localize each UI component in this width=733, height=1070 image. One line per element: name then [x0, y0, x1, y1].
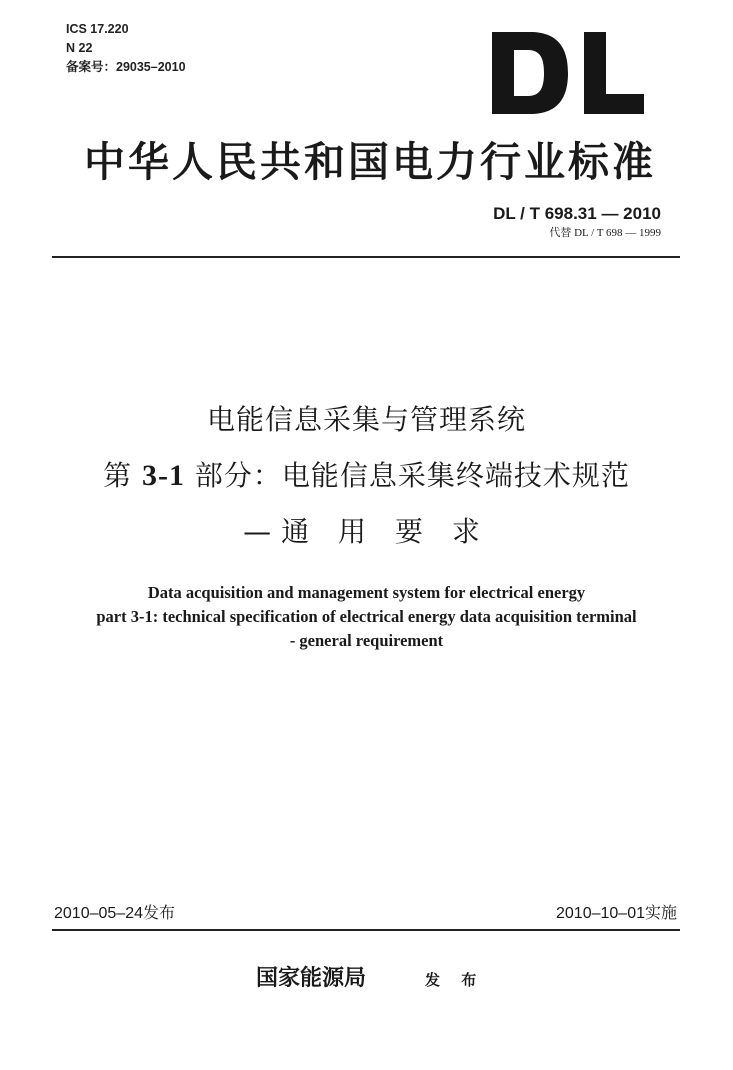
implementation-date: 2010–10–01实施 — [556, 905, 677, 922]
class-code: N 22 — [66, 41, 93, 55]
issuing-authority: 国家能源局 — [256, 965, 367, 991]
dl-logo — [488, 30, 648, 116]
title-cn-line3: —通 用 要 求 — [243, 515, 490, 548]
ics-code: ICS 17.220 — [66, 22, 129, 36]
standard-number: DL / T 698.31 — 2010 — [493, 204, 661, 223]
title-en-line3: - general requirement — [289, 631, 444, 650]
part-number: 3-1 — [142, 459, 185, 492]
replaces-standard: 代替 DL / T 698 — 1999 — [549, 227, 661, 239]
title-cn-line2-suffix: 部分：电能信息采集终端技术规范 — [194, 459, 630, 492]
classification-codes — [66, 20, 186, 77]
issued-label: 发 布 — [425, 971, 485, 989]
industry-standard-title: 中华人民共和国电力行业标准 — [84, 138, 656, 186]
header-divider — [52, 256, 680, 258]
title-cn-line2 — [20, 456, 713, 496]
record-number: 备案号：29035–2010 — [66, 60, 186, 74]
issue-date: 2010–05–24发布 — [54, 905, 175, 922]
title-cn-line1: 电能信息采集与管理系统 — [206, 403, 526, 436]
title-en-line1: Data acquisition and management system for electrical energy — [147, 583, 586, 602]
title-en-line2: part 3-1: technical specification of electrical energy data acquisition terminal — [96, 607, 637, 626]
title-cn-line2-prefix: 第 — [103, 459, 133, 492]
footer-divider — [52, 929, 680, 931]
